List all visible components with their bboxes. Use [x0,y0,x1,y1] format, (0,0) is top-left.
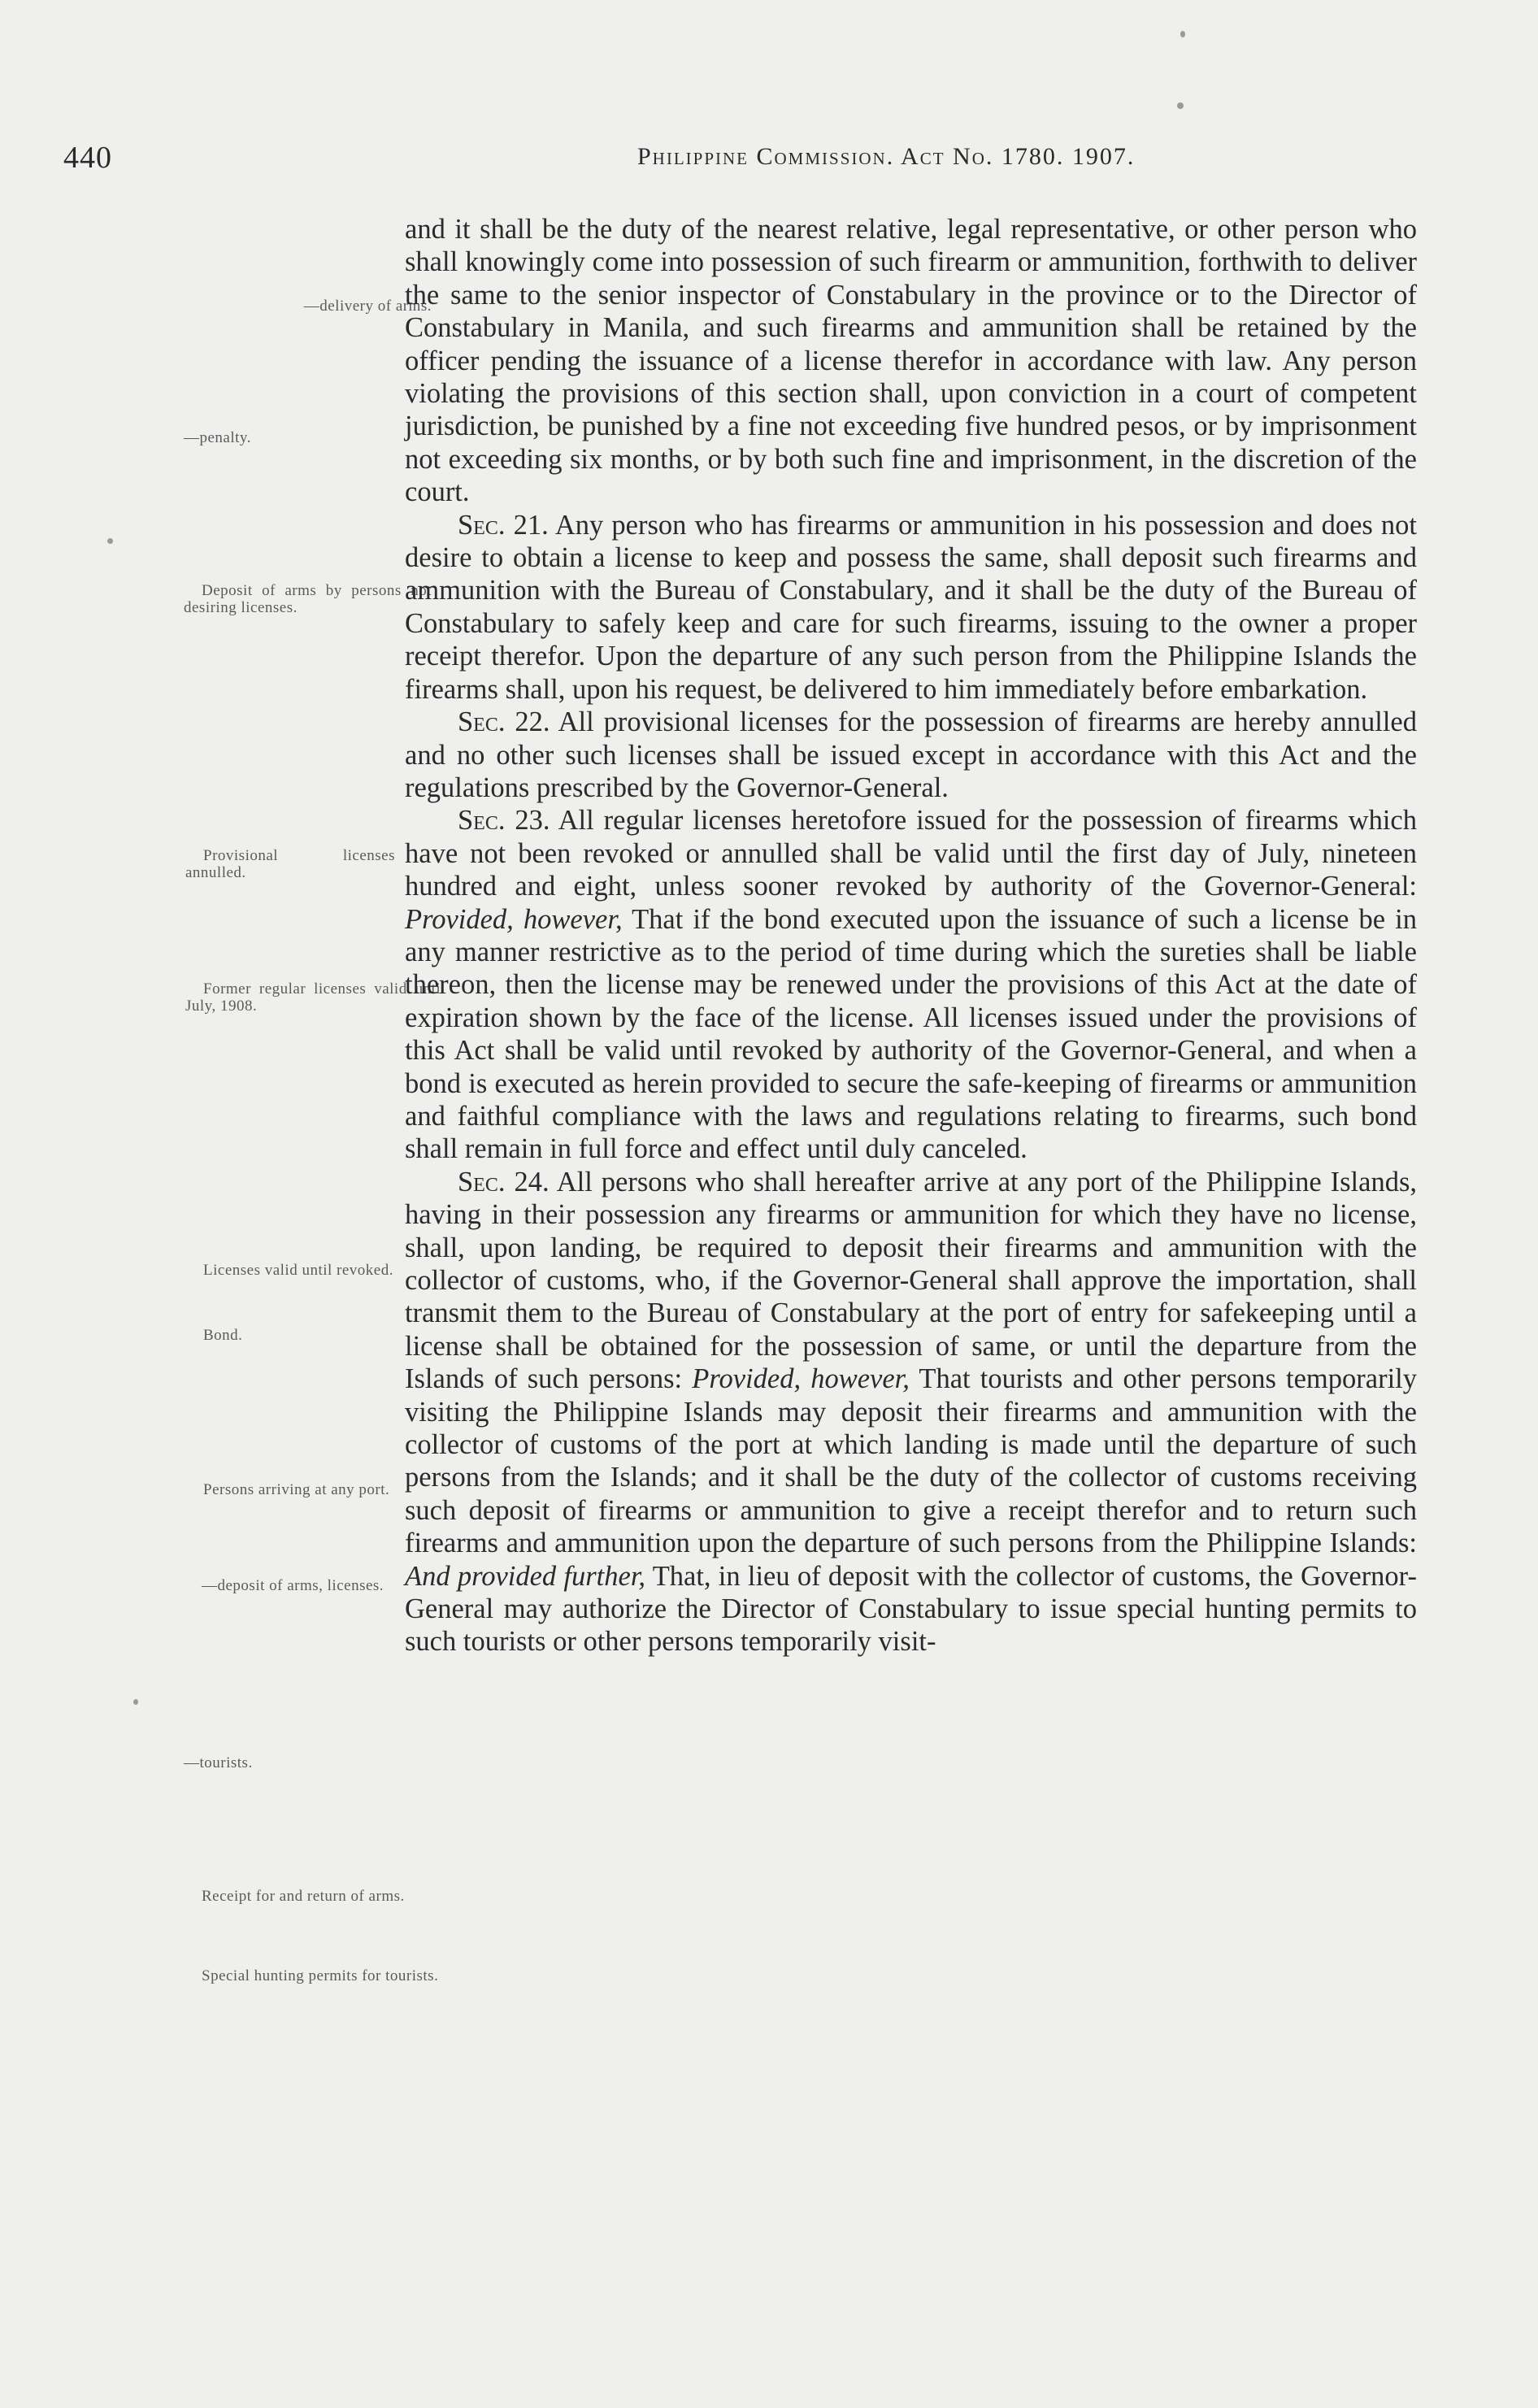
margin-note-receipt: Receipt for and return of arms. [202,1888,405,1905]
scan-speck [133,1699,138,1705]
section-23-text-a: All regular licenses heretofore issued for the possession of firearms which have not been revoked or annulled shall be valid until the first day of July, nineteen hundred and eight, unless sooner revoked by authority of the Governor-General: [405,805,1417,902]
scan-speck [1180,31,1185,37]
section-22-label: Sec. 22. [458,706,550,738]
margin-note-bond: Bond. [203,1327,243,1344]
section-23-proviso: Provided, however, [405,903,623,935]
body-text [405,213,1417,1658]
margin-note-tourists: —tourists. [184,1754,253,1771]
margin-note-delivery: —delivery of arms. [303,298,432,315]
section-22 [405,706,1417,804]
paragraph-continued: and it shall be the duty of the nearest relative, legal representative, or other person who shall knowingly come into possession of such firearm or ammunition, forthwith to deliver the same to the senior inspector of Constabulary in the province or to the Director of Constabulary in Manila, and such firearms and ammunition shall be retained by the officer pending the issuance of a license therefor in accordance with law. Any person violating the provisions of this section shall, upon conviction in a court of competent jurisdiction, be punished by a fine not exceeding five hundred pesos, or by imprisonment not exceeding six months, or by both such fine and imprisonment, in the discretion of the court. [405,214,1417,508]
section-23 [405,804,1417,1165]
section-21 [405,509,1417,706]
section-21-text: Any person who has firearms or ammunition in his possession and does not desire to obtain a license to keep and possess the same, shall deposit such firearms and ammunition with the Bureau of Constabulary, and it shall be the duty of the Bureau of Constabulary to safely keep and care for such firearms, issuing to the owner a proper receipt therefor. Upon the departure of any such person from the Philippine Islands the firearms shall, upon his request, be delivered to him immediately before embarkation. [405,509,1417,705]
section-24-text-a: All persons who shall hereafter arrive at any port of the Philippine Islands, having in their possession any firearms or ammunition for which they have no license, shall, upon landing, be required to deposit their firearms and ammunition with the collector of customs, who, if the Governor-General shall approve the importation, shall transmit them to the Bureau of Constabulary at the port of entry for safekeeping until a license shall be obtained for the possession of same, or until the departure from the Islands of such persons: [405,1166,1417,1395]
section-24-proviso-1: Provided, however, [692,1363,910,1395]
margin-note-penalty: —penalty. [184,429,251,446]
page-header [63,140,1315,189]
section-21-label: Sec. 21. [458,509,549,541]
section-24-text-c: That, in lieu of deposit with the collector of customs, the Governor-General may authorize the Director of Constabulary to issue special hunting permits to such tourists or other persons temporarily visit- [405,1560,1417,1658]
section-24-label: Sec. 24. [458,1166,550,1197]
margin-note-deposit-licenses: —deposit of arms, licenses. [202,1577,384,1594]
section-23-label: Sec. 23. [458,805,550,837]
section-23-text-b: That if the bond executed upon the issuance of such a license be in any manner restrictive as to the period of time during which the sureties shall be liable thereon, then the license may be renewed under the provisions of this Act at the date of expiration shown by the face of the license. All licenses issued under the provisions of this Act shall be valid until revoked by authority of the Governor-General, and when a bond is executed as herein provided to secure the safe-keeping of firearms or ammunition and faithful compliance with the laws and regulations relating to firearms, such bond shall remain in full force and effect until duly canceled. [405,903,1417,1165]
margin-note-deposit: Deposit of arms by persons not desiring licenses. [184,582,432,616]
scan-speck [107,538,113,544]
section-24-proviso-2: And provided further, [405,1560,646,1592]
margin-note-valid-until-revoked: Licenses valid until revoked. [203,1262,393,1279]
page-number: 440 [63,141,112,175]
margin-note-provisional: Provisional licenses annulled. [185,847,395,881]
margin-note-arriving: Persons arriving at any port. [203,1481,390,1498]
section-22-text: All provisional licenses for the possession of firearms are hereby annulled and no other such licenses shall be issued except in accordance with this Act and the regulations prescribed by the Governor-General. [405,706,1417,803]
running-head: Philippine Commission. Act No. 1780. 1907. [637,143,1136,170]
section-24 [405,1166,1417,1658]
scan-speck [1177,102,1184,109]
section-24-text-b: That tourists and other persons temporarily visiting the Philippine Islands may deposit their firearms and ammunition with the collector of customs of the port at which landing is made until the departure of such persons from the Islands; and it shall be the duty of the collector of customs receiving such deposit of firearms or ammunition to give a receipt therefor and to return such firearms and ammunition upon the departure of such persons from the Philippine Islands: [405,1363,1417,1559]
margin-note-hunting: Special hunting permits for tourists. [202,1967,439,1984]
margin-note-former: Former regular licenses valid until July, 1908. [185,980,445,1015]
